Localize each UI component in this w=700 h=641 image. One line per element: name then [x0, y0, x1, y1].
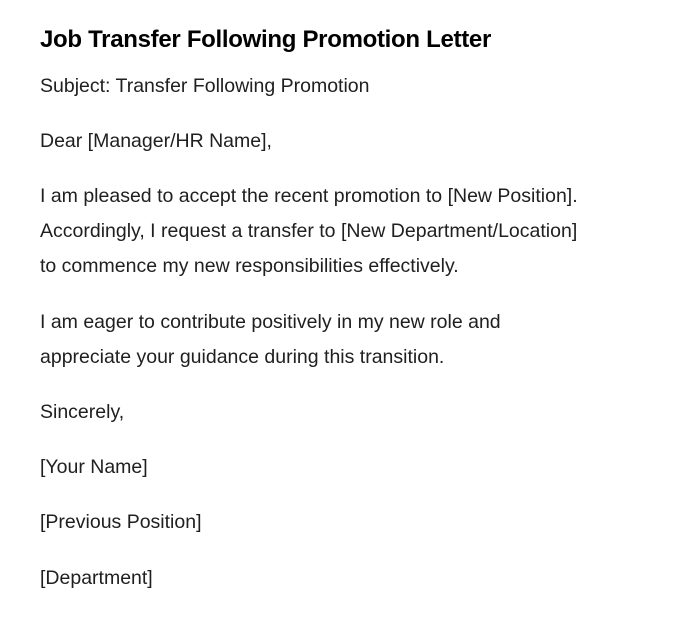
greeting: Dear [Manager/HR Name],	[40, 130, 272, 152]
body-paragraph-1	[40, 179, 578, 284]
signature-name: [Your Name]	[40, 456, 148, 478]
signature-department: [Department]	[40, 567, 153, 589]
body-paragraph-1-line: Accordingly, I request a transfer to [New Department/Location]	[40, 220, 578, 242]
body-paragraph-1-line: I am pleased to accept the recent promotion to [New Position].	[40, 185, 578, 207]
body-paragraph-1-line: to commence my new responsibilities effectively.	[40, 255, 459, 277]
subject-line: Subject: Transfer Following Promotion	[40, 75, 370, 97]
signature-position: [Previous Position]	[40, 511, 202, 533]
body-paragraph-2-line: I am eager to contribute positively in my new role and	[40, 311, 501, 333]
closing: Sincerely,	[40, 401, 125, 423]
letter-title: Job Transfer Following Promotion Letter	[40, 26, 491, 53]
body-paragraph-2	[40, 305, 501, 375]
body-paragraph-2-line: appreciate your guidance during this transition.	[40, 346, 445, 368]
